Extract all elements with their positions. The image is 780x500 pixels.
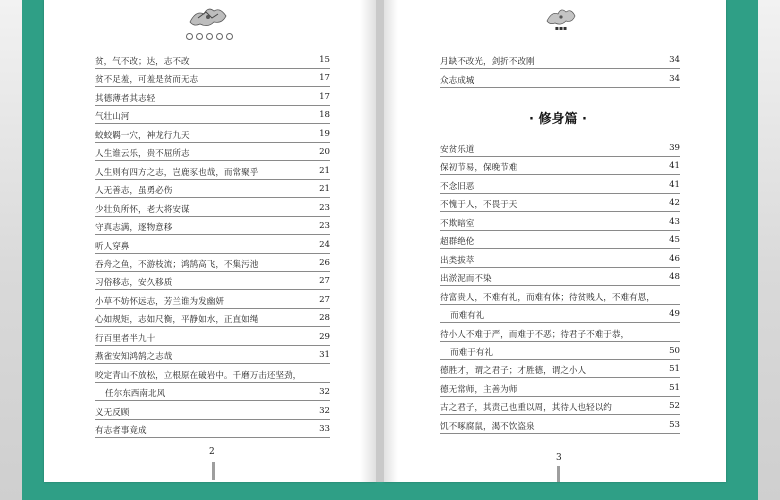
toc-entry[interactable]	[440, 346, 680, 357]
toc-entry-page: 48	[669, 272, 680, 283]
toc-entry[interactable]	[95, 110, 330, 121]
toc-entry-title: 咬定青山不放松，立根原在破岩中。千磨万击还坚劲，	[95, 370, 302, 381]
toc-entry[interactable]	[95, 221, 330, 232]
left-header-emblem-icon	[186, 2, 230, 30]
toc-entry-title: 蛟蛟羁一穴，神龙行九天	[95, 130, 190, 141]
toc-entry-page: 53	[669, 419, 680, 430]
toc-entry-title: 守真志满，逐物意移	[95, 223, 173, 234]
toc-divider	[95, 289, 330, 290]
toc-entry-page: 39	[669, 143, 680, 153]
right-page-number: 3	[556, 453, 562, 463]
toc-divider	[95, 253, 330, 254]
toc-entry[interactable]	[95, 92, 330, 103]
toc-entry-page: 46	[669, 253, 680, 264]
toc-entry[interactable]	[440, 309, 680, 320]
toc-divider	[440, 304, 680, 305]
toc-entry[interactable]	[95, 166, 330, 177]
toc-entry[interactable]	[440, 55, 680, 66]
toc-entry-page: 28	[319, 313, 330, 324]
toc-entry-title: 少壮负所怀，老大将安谋	[95, 204, 190, 215]
toc-divider	[95, 400, 330, 401]
toc-entry[interactable]	[95, 55, 330, 66]
toc-entry-title: 燕雀安知鸿鹄之志哉	[95, 352, 173, 363]
header-dot	[186, 33, 193, 40]
toc-divider	[440, 87, 680, 88]
toc-entry-page: 41	[669, 179, 680, 190]
toc-divider	[95, 382, 330, 383]
right-bookmark-tick	[557, 466, 560, 482]
toc-entry-title: 气壮山河	[95, 112, 130, 123]
toc-entry-page: 32	[319, 405, 330, 416]
toc-entry-title: 义无反顾	[95, 407, 130, 418]
toc-entry[interactable]	[440, 291, 680, 302]
section-title: · 修身篇 ·	[529, 112, 587, 127]
toc-divider	[95, 326, 330, 327]
toc-divider	[95, 105, 330, 106]
toc-divider	[440, 341, 680, 342]
toc-entry-title: 不愧于人，不畏于天	[440, 200, 518, 211]
header-dots	[186, 33, 233, 40]
toc-entry-page: 49	[669, 309, 680, 320]
toc-entry-title: 贫，气不改；达，志不改	[95, 57, 190, 67]
toc-entry-page: 24	[319, 239, 330, 250]
toc-entry-title: 人无善志，虽勇必伤	[95, 186, 173, 197]
toc-divider	[440, 68, 680, 69]
toc-entry-title: 心如规矩，志如尺衡，平静如水，正直如绳	[95, 315, 259, 326]
header-dot	[206, 33, 213, 40]
toc-entry[interactable]	[95, 258, 330, 269]
toc-entry-page: 32	[319, 387, 330, 398]
toc-entry-page: 51	[669, 364, 680, 375]
toc-divider	[95, 197, 330, 198]
toc-divider	[95, 160, 330, 161]
toc-entry-title: 任尔东西南北风	[105, 389, 166, 400]
toc-divider	[95, 437, 330, 438]
toc-entry-page: 21	[319, 184, 330, 195]
toc-entry-title: 习俗移志，安久移质	[95, 278, 173, 289]
header-dot	[196, 33, 203, 40]
toc-entry-page: 31	[319, 350, 330, 361]
toc-entry-title: 小草不妨怀远志，芳兰谁为发幽妍	[95, 296, 224, 307]
toc-entry-title: 而难有礼	[450, 311, 485, 322]
toc-entry-title: 德胜才，谓之君子；才胜德，谓之小人	[440, 366, 587, 377]
toc-entry[interactable]	[95, 387, 330, 398]
toc-entry[interactable]	[95, 184, 330, 195]
header-dot	[216, 33, 223, 40]
toc-entry-page: 33	[319, 424, 330, 434]
toc-entry[interactable]	[440, 143, 680, 154]
toc-entry-title: 古之君子，其责己也重以周，其待人也轻以约	[440, 403, 612, 414]
toc-divider	[440, 377, 680, 378]
toc-entry-page: 19	[319, 128, 330, 139]
toc-entry-page: 17	[319, 73, 330, 84]
toc-divider	[440, 156, 680, 157]
toc-entry-title: 吞舟之鱼，不游枝流；鸿鹄高飞，不集污池	[95, 259, 259, 270]
toc-entry-title: 饥不啄腐鼠，渴不饮盗泉	[440, 421, 535, 432]
toc-entry-page: 43	[669, 216, 680, 227]
toc-entry[interactable]	[440, 198, 680, 209]
toc-divider	[440, 230, 680, 231]
toc-divider	[440, 267, 680, 268]
toc-entry-page: 20	[319, 147, 330, 158]
toc-entry-title: 其德薄者其志轻	[95, 93, 156, 104]
toc-divider	[440, 359, 680, 360]
right-gutter-shadow	[384, 0, 398, 482]
toc-entry-page: 15	[319, 55, 330, 65]
toc-entry-title: 超群绝伦	[440, 237, 475, 248]
toc-entry[interactable]	[95, 73, 330, 84]
toc-entry-title: 人生则有四方之志，岂鹿豕也哉，而常聚乎	[95, 167, 259, 178]
toc-divider	[440, 414, 680, 415]
toc-divider	[95, 308, 330, 309]
toc-entry-page: 27	[319, 276, 330, 287]
toc-entry-title: 不欺暗室	[440, 218, 475, 229]
toc-entry[interactable]	[440, 420, 680, 431]
left-bookmark-tick	[212, 462, 215, 480]
header-dot	[226, 33, 233, 40]
toc-entry[interactable]	[440, 383, 680, 394]
toc-entry-page: 51	[669, 382, 680, 393]
toc-divider	[95, 234, 330, 235]
toc-entry-title: 听人穿鼻	[95, 241, 130, 252]
toc-entry[interactable]	[440, 328, 680, 339]
toc-entry-page: 41	[669, 161, 680, 172]
toc-entry-title: 德无常师，主善为师	[440, 384, 518, 395]
toc-entry[interactable]	[95, 147, 330, 158]
toc-entry-title: 安贫乐道	[440, 145, 475, 155]
toc-entry-page: 17	[319, 91, 330, 102]
toc-entry[interactable]	[440, 254, 680, 265]
toc-divider	[440, 248, 680, 249]
toc-entry-title: 有志者事竟成	[95, 426, 147, 436]
toc-entry[interactable]	[440, 161, 680, 172]
toc-entry[interactable]	[95, 350, 330, 361]
toc-entry[interactable]	[440, 272, 680, 283]
toc-entry-page: 52	[669, 401, 680, 412]
toc-entry-title: 待小人不难于严，而难于不恶；待君子不难于恭，	[440, 329, 630, 340]
toc-divider	[440, 193, 680, 194]
toc-divider	[440, 211, 680, 212]
toc-divider	[440, 174, 680, 175]
toc-divider	[95, 345, 330, 346]
toc-entry[interactable]	[95, 129, 330, 140]
toc-entry[interactable]	[95, 240, 330, 251]
toc-entry-page: 26	[319, 257, 330, 268]
toc-entry[interactable]	[440, 401, 680, 412]
toc-entry[interactable]	[440, 217, 680, 228]
toc-entry[interactable]	[95, 406, 330, 417]
toc-entry-title: 贫不足羞，可羞是贫而无志	[95, 75, 199, 86]
toc-entry[interactable]	[440, 364, 680, 375]
toc-entry[interactable]	[440, 74, 680, 85]
right-header-mark: ▪▪▪	[554, 25, 568, 32]
toc-entry-page: 34	[669, 55, 680, 65]
toc-entry[interactable]	[95, 369, 330, 380]
toc-divider	[95, 68, 330, 69]
toc-divider	[95, 142, 330, 143]
toc-entry[interactable]	[95, 295, 330, 306]
toc-entry-page: 50	[669, 345, 680, 356]
toc-divider	[95, 123, 330, 124]
toc-divider	[95, 179, 330, 180]
toc-divider	[95, 363, 330, 364]
toc-entry-page: 18	[319, 110, 330, 121]
book-spine	[376, 0, 384, 482]
toc-divider	[440, 433, 680, 434]
toc-entry[interactable]	[95, 276, 330, 287]
toc-entry-page: 21	[319, 165, 330, 176]
toc-entry-title: 行百里者半九十	[95, 333, 156, 344]
left-gutter-shadow	[360, 0, 376, 482]
toc-entry-page: 29	[319, 331, 330, 342]
toc-entry-page: 34	[669, 73, 680, 84]
toc-divider	[95, 216, 330, 217]
toc-entry-title: 保初节易，保晚节难	[440, 163, 518, 174]
toc-entry[interactable]	[95, 203, 330, 214]
toc-entry[interactable]	[95, 313, 330, 324]
toc-entry-title: 人生谁云乐，贵不屈所志	[95, 149, 190, 160]
toc-entry-title: 众志成城	[440, 75, 475, 86]
toc-entry-title: 不念旧恶	[440, 181, 475, 192]
toc-entry-page: 23	[319, 202, 330, 213]
left-page-number: 2	[209, 447, 215, 457]
toc-entry[interactable]	[440, 235, 680, 246]
toc-divider	[95, 419, 330, 420]
toc-entry-title: 而难于有礼	[450, 347, 493, 358]
toc-entry[interactable]	[95, 424, 330, 435]
toc-entry[interactable]	[95, 332, 330, 343]
toc-entry-title: 待富贵人，不难有礼，而难有体；待贫贱人，不难有恩，	[440, 292, 655, 303]
toc-entry-title: 出淤泥而不染	[440, 274, 492, 285]
toc-entry[interactable]	[440, 180, 680, 191]
toc-entry-title: 月缺不改光，剑折不改刚	[440, 57, 535, 67]
toc-entry-page: 23	[319, 221, 330, 232]
toc-divider	[440, 396, 680, 397]
toc-divider	[95, 271, 330, 272]
toc-entry-title: 出类拔萃	[440, 255, 475, 266]
toc-divider	[95, 86, 330, 87]
toc-entry-page: 45	[669, 235, 680, 246]
toc-entry-page: 42	[669, 198, 680, 209]
toc-divider	[440, 285, 680, 286]
toc-entry-page: 27	[319, 294, 330, 305]
toc-divider	[440, 322, 680, 323]
